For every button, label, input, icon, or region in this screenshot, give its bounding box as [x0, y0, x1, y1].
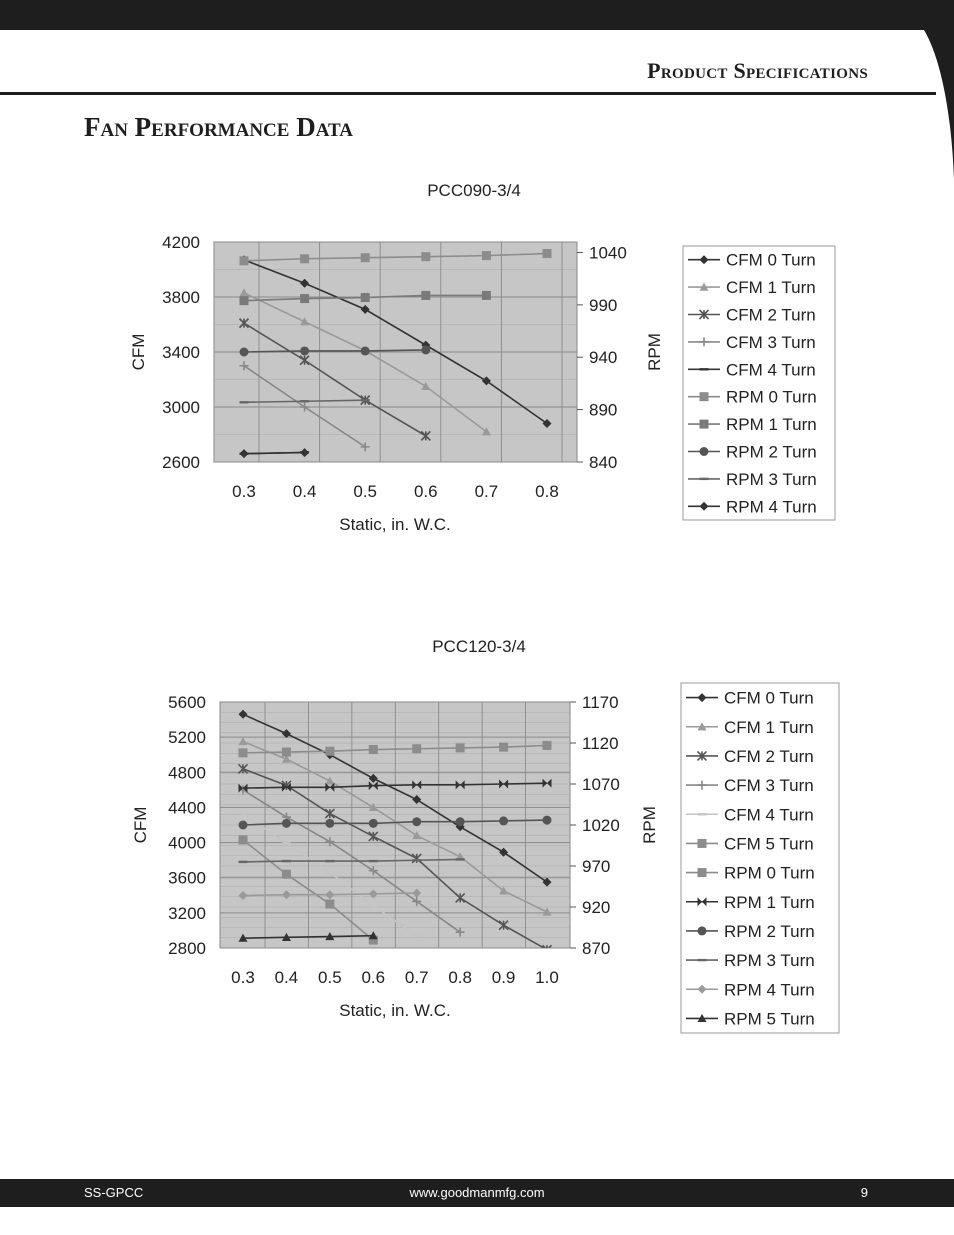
data-point-rpm-3-turn [325, 860, 334, 862]
legend-marker [698, 813, 707, 815]
data-point-rpm-1-turn [300, 294, 309, 303]
legend-marker [700, 420, 709, 429]
data-point-rpm-0-turn [456, 743, 465, 752]
x-tick-label: 0.8 [448, 968, 472, 987]
data-point-rpm-0-turn [543, 249, 552, 258]
section-title: Product Specifications [647, 58, 868, 83]
legend-label: RPM 0 Turn [726, 387, 817, 407]
data-point-cfm-4-turn [282, 842, 291, 844]
data-point-rpm-2-turn [300, 346, 309, 355]
data-point-rpm-1-turn [361, 293, 370, 302]
footer-doc-code: SS-GPCC [84, 1185, 144, 1200]
legend [681, 683, 839, 1033]
y-tick-label: 4400 [168, 798, 206, 818]
footer-website: www.goodmanmfg.com [409, 1185, 545, 1200]
data-point-rpm-0-turn [239, 748, 248, 757]
data-point-rpm-2-turn [240, 348, 249, 357]
legend [683, 246, 835, 520]
x-tick-label: 0.3 [232, 482, 256, 501]
y2-tick-label: 840 [589, 453, 618, 472]
y-axis-label: CFM [129, 333, 148, 371]
x-tick-label: 0.4 [292, 482, 317, 501]
data-point-rpm-2-turn [412, 817, 421, 826]
data-point-cfm-4-turn [325, 871, 334, 873]
data-point-rpm-3-turn [412, 859, 421, 861]
legend-label: CFM 2 Turn [726, 305, 816, 325]
y2-tick-label: 1040 [589, 243, 627, 263]
x-axis-label: Static, in. W.C. [339, 1001, 451, 1020]
y2-axis-label: RPM [640, 806, 659, 844]
data-point-cfm-4-turn [369, 905, 378, 907]
chart-title: PCC090-3/4 [427, 181, 521, 200]
y2-tick-label: 1070 [582, 775, 620, 794]
footer-bar [0, 1179, 954, 1207]
y-tick-label: 2800 [168, 939, 206, 958]
y-tick-label: 3400 [162, 343, 200, 362]
data-point-cfm-4-turn [239, 812, 248, 814]
legend-label: CFM 2 Turn [724, 746, 814, 766]
legend-marker [700, 368, 709, 370]
data-point-rpm-1-turn [240, 296, 249, 305]
data-point-rpm-0-turn [300, 254, 309, 263]
legend-label: RPM 3 Turn [726, 469, 817, 489]
y-tick-label: 5200 [168, 728, 206, 748]
x-tick-label: 0.7 [474, 482, 499, 501]
data-point-rpm-1-turn [421, 291, 430, 300]
x-tick-label: 0.8 [535, 482, 559, 501]
data-point-rpm-2-turn [456, 817, 465, 826]
y-tick-label: 2600 [162, 453, 200, 472]
chart-title: PCC120-3/4 [432, 637, 526, 656]
footer-page-number: 9 [860, 1185, 868, 1200]
data-point-rpm-3-turn [282, 860, 291, 862]
x-tick-label: 0.7 [404, 968, 429, 987]
y-tick-label: 5600 [168, 693, 206, 712]
y2-tick-label: 890 [589, 400, 618, 420]
data-point-rpm-2-turn [421, 345, 430, 354]
y-tick-label: 3800 [162, 288, 200, 307]
x-tick-label: 0.4 [274, 968, 299, 987]
data-point-rpm-3-turn [369, 860, 378, 862]
data-point-rpm-0-turn [543, 741, 552, 750]
data-point-rpm-0-turn [282, 748, 291, 757]
data-point-rpm-2-turn [369, 819, 378, 828]
data-point-rpm-2-turn [282, 819, 291, 828]
legend-marker [698, 926, 707, 935]
legend-marker [700, 447, 709, 456]
x-tick-label: 0.5 [318, 968, 342, 987]
legend-marker [698, 868, 707, 877]
y-tick-label: 4200 [162, 233, 200, 252]
data-point-rpm-1-turn [482, 291, 491, 300]
legend-label: CFM 3 Turn [726, 332, 816, 352]
y2-tick-label: 990 [589, 295, 618, 315]
data-point-cfm-5-turn [325, 900, 334, 909]
y2-tick-label: 1170 [582, 693, 619, 712]
data-point-rpm-3-turn [300, 400, 309, 402]
y-tick-label: 4000 [168, 833, 206, 853]
y-tick-label: 4800 [168, 763, 206, 783]
x-tick-label: 0.3 [231, 968, 255, 987]
legend-marker [698, 839, 707, 848]
legend-label: CFM 1 Turn [724, 717, 814, 737]
legend-label: CFM 5 Turn [724, 834, 814, 854]
y2-tick-label: 940 [589, 348, 618, 368]
data-point-rpm-2-turn [543, 816, 552, 825]
legend-label: CFM 0 Turn [726, 250, 816, 270]
page-corner-decoration [924, 0, 954, 180]
x-tick-label: 0.6 [361, 968, 386, 987]
y2-tick-label: 1020 [582, 816, 620, 835]
data-point-rpm-3-turn [240, 401, 249, 403]
data-point-rpm-0-turn [499, 743, 508, 752]
data-point-rpm-3-turn [239, 861, 248, 863]
legend-label: RPM 3 Turn [724, 951, 815, 971]
y-tick-label: 3200 [168, 903, 206, 923]
legend-label: RPM 2 Turn [724, 921, 815, 941]
legend-label: RPM 1 Turn [724, 892, 815, 912]
data-point-cfm-4-turn [412, 935, 421, 937]
legend-label: RPM 0 Turn [724, 863, 815, 883]
data-point-cfm-2-turn [543, 945, 552, 954]
legend-label: RPM 1 Turn [726, 415, 817, 435]
legend-label: CFM 4 Turn [726, 360, 816, 380]
y-tick-label: 3600 [168, 868, 206, 888]
top-bar [0, 0, 954, 30]
data-point-rpm-0-turn [482, 251, 491, 260]
data-point-rpm-0-turn [361, 253, 370, 262]
series-line-rpm-4-turn [244, 453, 305, 454]
y2-tick-label: 970 [582, 857, 611, 876]
data-point-rpm-3-turn [361, 399, 370, 401]
pcc120-chart [0, 620, 954, 1050]
legend-label: CFM 0 Turn [724, 688, 814, 708]
legend-label: RPM 4 Turn [724, 980, 815, 1000]
x-tick-label: 0.9 [491, 968, 516, 987]
legend-label: RPM 5 Turn [724, 1009, 815, 1029]
pcc090-chart [0, 160, 954, 560]
y2-tick-label: 870 [582, 939, 611, 958]
legend-marker [700, 478, 709, 480]
y2-tick-label: 920 [582, 898, 611, 917]
x-axis-label: Static, in. W.C. [339, 515, 451, 534]
legend-label: RPM 2 Turn [726, 442, 817, 462]
data-point-rpm-0-turn [240, 256, 249, 265]
data-point-rpm-0-turn [369, 745, 378, 754]
legend-label: RPM 4 Turn [726, 497, 817, 517]
legend-marker [700, 392, 709, 401]
legend-label: CFM 4 Turn [724, 805, 814, 825]
x-tick-label: 1.0 [535, 968, 559, 987]
y2-axis-label: RPM [645, 333, 664, 371]
x-tick-label: 0.5 [353, 482, 378, 501]
y-axis-label: CFM [131, 806, 150, 844]
legend-label: CFM 1 Turn [726, 278, 816, 298]
page-title: Fan Performance Data [84, 112, 353, 142]
data-point-rpm-2-turn [499, 816, 508, 825]
x-tick-label: 0.6 [413, 482, 438, 501]
y2-tick-label: 1120 [582, 734, 619, 753]
header-rule [0, 92, 936, 95]
data-point-cfm-5-turn [239, 835, 248, 844]
data-point-rpm-0-turn [421, 252, 430, 261]
legend-marker [698, 959, 707, 961]
data-point-rpm-2-turn [361, 346, 370, 355]
data-point-rpm-2-turn [325, 819, 334, 828]
data-point-rpm-3-turn [456, 858, 465, 860]
data-point-rpm-0-turn [412, 744, 421, 753]
data-point-cfm-5-turn [282, 870, 291, 879]
legend-label: CFM 3 Turn [724, 776, 814, 796]
data-point-rpm-2-turn [239, 821, 248, 830]
y-tick-label: 3000 [162, 398, 200, 417]
data-point-rpm-0-turn [325, 747, 334, 756]
